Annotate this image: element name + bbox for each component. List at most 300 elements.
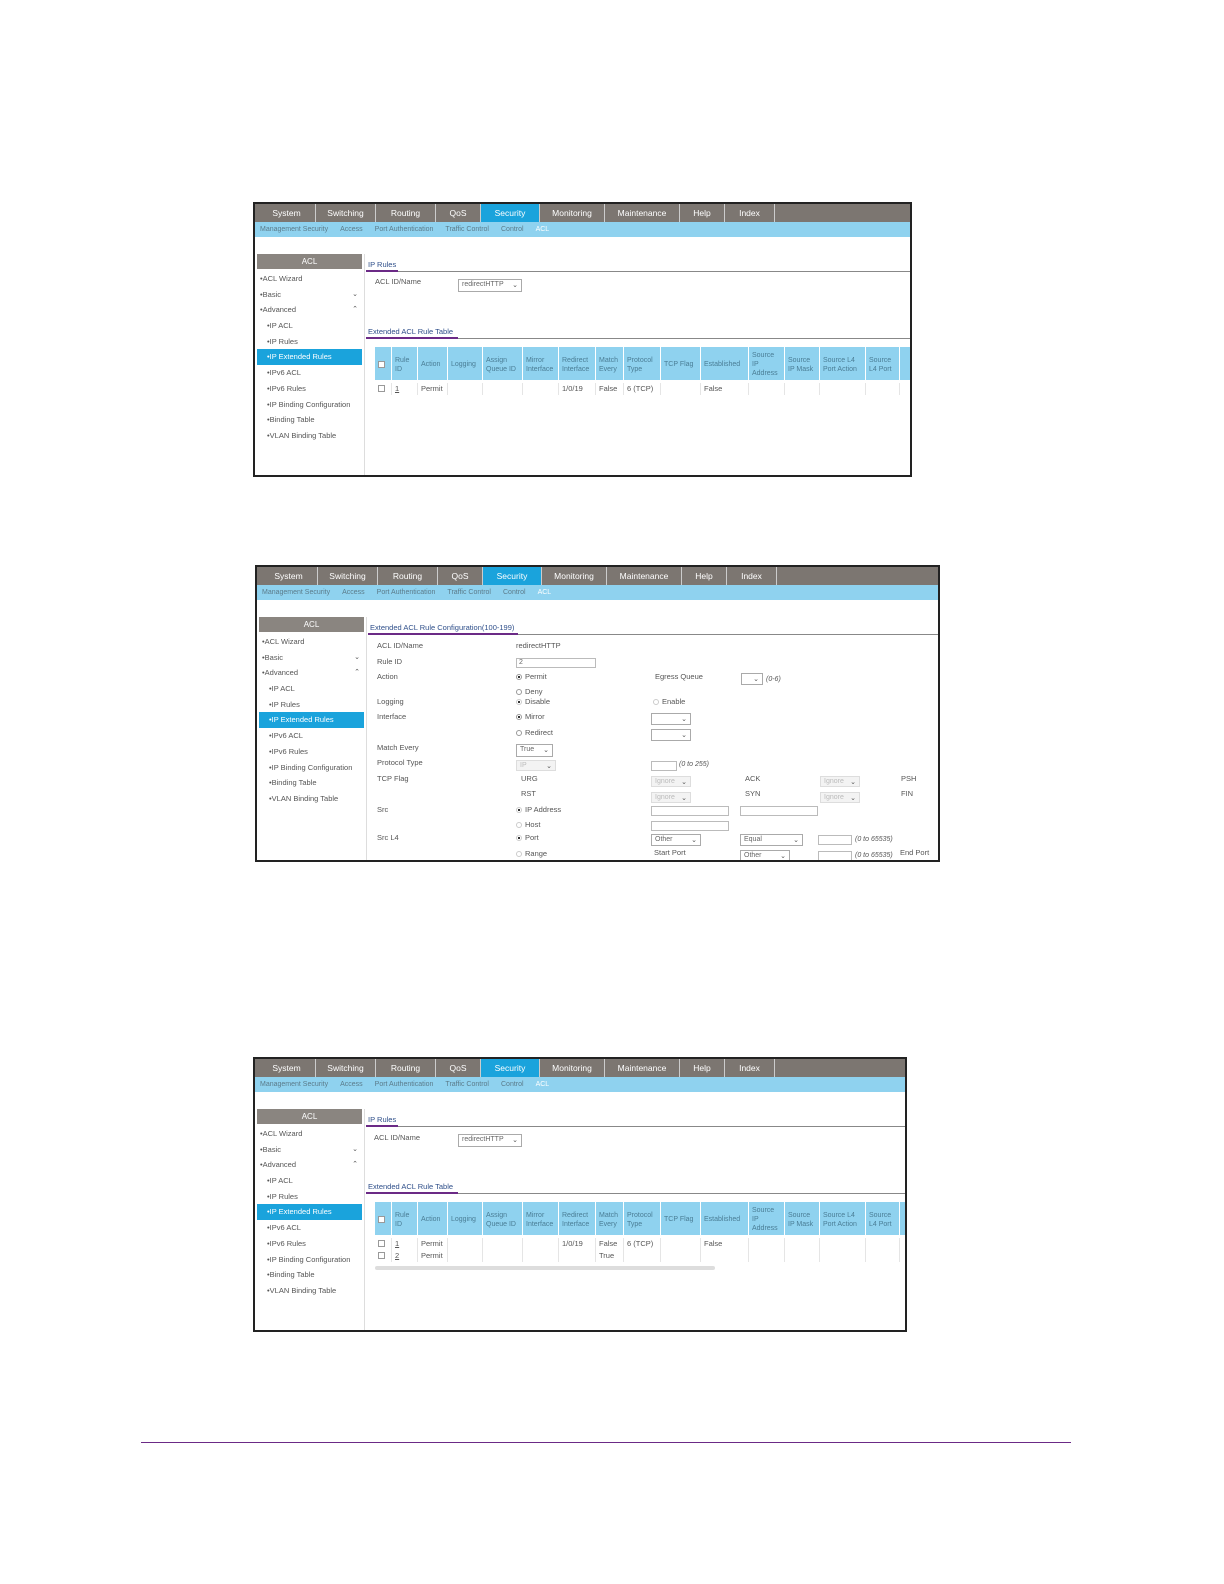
subnav-management-security[interactable]: Management Security <box>262 589 331 596</box>
chevron-down-icon: ⌄ <box>780 853 786 860</box>
egress-queue-select[interactable] <box>741 673 763 685</box>
fin-label: FIN <box>901 789 914 798</box>
acl-id-select[interactable] <box>458 1134 522 1147</box>
select-all-checkbox[interactable] <box>378 1216 385 1223</box>
logging-disable-option[interactable]: Disable <box>516 697 550 706</box>
acl-id-value: redirectHTTP <box>462 281 504 288</box>
sidebar-item-ipv6-acl[interactable]: •IPv6 ACL <box>269 731 303 741</box>
tab-help[interactable]: Help <box>680 1059 725 1077</box>
sidebar-item-ip-extended-rules[interactable]: •IP Extended Rules <box>257 349 362 365</box>
sidebar-item-acl-wizard[interactable]: •ACL Wizard <box>262 637 305 646</box>
interface-label: Interface <box>377 712 407 721</box>
sidebar-item-ipv6-rules[interactable]: •IPv6 Rules <box>269 746 308 756</box>
sidebar-item-label: IP Rules <box>271 699 300 709</box>
col-logging: Logging <box>448 1202 483 1235</box>
sidebar-item-basic[interactable]: •Basic ⌄ <box>257 287 362 303</box>
tab-maintenance[interactable]: Maintenance <box>605 204 680 222</box>
table-row[interactable] <box>375 1238 907 1250</box>
chevron-up-icon: ⌃ <box>354 669 360 677</box>
subnav-acl[interactable]: ACL <box>537 589 552 596</box>
acl-id-value: redirectHTTP <box>516 641 561 650</box>
table-header <box>375 347 910 380</box>
radio-checked-icon[interactable] <box>516 835 522 841</box>
rule-id-input[interactable]: 2 <box>516 658 596 668</box>
col-action: Action <box>418 1202 448 1235</box>
mirror-interface-select[interactable] <box>651 713 691 725</box>
protocol-type-label: Protocol Type <box>377 758 423 767</box>
syn-select[interactable]: Ignore ⌄ <box>820 792 860 803</box>
subnav-access[interactable]: Access <box>342 589 365 596</box>
tab-security[interactable]: Security <box>481 1059 540 1077</box>
src-port-action-cell <box>820 1238 866 1250</box>
rst-select[interactable]: Ignore ⌄ <box>651 792 691 803</box>
sub-nav <box>257 585 938 600</box>
col-protocol-type: Protocol Type <box>624 347 661 380</box>
section-title: Extended ACL Rule Configuration(100-199) <box>370 623 515 632</box>
sidebar-item-basic[interactable]: •Basic ⌄ <box>259 650 364 666</box>
egress-queue-hint: (0-6) <box>766 676 781 683</box>
sidebar-title: ACL <box>259 617 364 632</box>
col-match-every: Match Every <box>596 1202 624 1235</box>
chevron-down-icon: ⌄ <box>753 676 759 683</box>
col-established: Established <box>701 1202 749 1235</box>
sidebar-item-ip-extended-rules[interactable]: •IP Extended Rules <box>257 1204 362 1220</box>
tab-system[interactable]: System <box>258 204 316 222</box>
subnav-port-authentication[interactable]: Port Authentication <box>374 226 434 233</box>
protocol-type-select[interactable]: IP ⌄ <box>516 760 556 771</box>
col-source-ip-mask: Source IP Mask <box>785 1202 820 1235</box>
chevron-down-icon: ⌄ <box>681 779 687 786</box>
src-mask-cell <box>785 1250 820 1262</box>
chevron-down-icon: ⌄ <box>691 837 697 844</box>
sidebar-item-label: IPv6 Rules <box>271 746 308 756</box>
sidebar-item-vlan-binding-table[interactable]: •VLAN Binding Table <box>267 430 337 440</box>
section-underline <box>368 633 518 635</box>
src-l4-port-select[interactable]: Other ⌄ <box>651 834 701 846</box>
chevron-up-icon: ⌃ <box>352 1161 358 1169</box>
tab-maintenance[interactable]: Maintenance <box>607 567 682 585</box>
sidebar-item-label: IP ACL <box>269 1176 293 1186</box>
col-match-every: Match Every <box>596 347 624 380</box>
sidebar-item-vlan-binding-table[interactable]: •VLAN Binding Table <box>267 1285 337 1295</box>
chevron-down-icon: ⌄ <box>543 747 549 754</box>
sidebar <box>259 617 364 807</box>
src-l4-port-option[interactable]: Port <box>516 833 539 842</box>
col-action: Action <box>418 347 448 380</box>
col-redirect-interface: Redirect Interface <box>559 1202 596 1235</box>
logging-cell <box>448 1250 483 1262</box>
established-cell: False <box>701 383 749 395</box>
section-title: IP Rules <box>368 260 397 269</box>
col-rule-id: Rule ID <box>392 347 418 380</box>
sidebar-item-ip-rules[interactable]: •IP Rules <box>269 699 300 709</box>
sidebar-item-label: Advanced <box>264 668 298 678</box>
radio-checked-icon[interactable] <box>516 714 522 720</box>
sidebar-item-advanced[interactable]: •Advanced ⌃ <box>257 302 362 318</box>
sidebar-item-label: IPv6 ACL <box>269 368 301 378</box>
col-assign-queue-id: Assign Queue ID <box>483 1202 523 1235</box>
sidebar-item-ipv6-acl[interactable]: •IPv6 ACL <box>267 1223 301 1233</box>
sidebar-item-label: Basic <box>264 652 283 662</box>
sub-nav <box>255 1077 905 1092</box>
table-row[interactable] <box>375 1250 907 1262</box>
sidebar-item-label: IP Binding Configuration <box>269 1254 351 1264</box>
subnav-port-authentication[interactable]: Port Authentication <box>374 1081 434 1088</box>
subnav-traffic-control[interactable]: Traffic Control <box>445 226 489 233</box>
divider <box>366 617 367 860</box>
section-underline <box>366 270 398 272</box>
match-every-cell: True <box>596 1250 624 1262</box>
redirect-cell: 1/0/19 <box>559 1238 596 1250</box>
acl-id-label: ACL ID/Name <box>375 277 421 286</box>
logging-cell <box>448 383 483 395</box>
footer-rule <box>141 1442 1071 1443</box>
src-port-cell <box>866 1238 900 1250</box>
tab-security[interactable]: Security <box>481 204 540 222</box>
rule-id-label: Rule ID <box>377 657 403 666</box>
chevron-down-icon: ⌄ <box>512 282 518 289</box>
acl-id-select[interactable] <box>458 279 522 292</box>
sidebar-item-label: Binding Table <box>269 415 315 425</box>
sidebar-item-label: Basic <box>262 289 281 299</box>
subnav-acl[interactable]: ACL <box>535 226 550 233</box>
sidebar-item-label: VLAN Binding Table <box>269 1285 337 1295</box>
subnav-access[interactable]: Access <box>340 226 363 233</box>
row-select-cell <box>375 1238 392 1250</box>
interface-mirror-option[interactable]: Mirror <box>516 712 545 721</box>
tab-index[interactable]: Index <box>725 204 775 222</box>
src-mask-cell <box>785 1238 820 1250</box>
src-l4-operator-select[interactable]: Equal ⌄ <box>740 834 803 846</box>
chevron-down-icon: ⌄ <box>850 779 856 786</box>
sidebar-item-ip-binding-configuration[interactable]: •IP Binding Configuration <box>267 1254 351 1264</box>
chevron-down-icon: ⌄ <box>546 763 552 770</box>
redirect-cell <box>559 1250 596 1262</box>
sidebar-item-binding-table[interactable]: •Binding Table <box>267 1270 315 1280</box>
section-underline <box>366 337 458 339</box>
action-deny-option[interactable]: Deny <box>516 687 543 696</box>
logging-cell <box>448 1238 483 1250</box>
start-port-select[interactable]: Other ⌄ <box>740 850 790 862</box>
col-mirror-interface: Mirror Interface <box>523 1202 559 1235</box>
sidebar-item-label: Binding Table <box>269 1270 315 1280</box>
acl-id-label: ACL ID/Name <box>377 641 423 650</box>
src-port-cell <box>866 383 900 395</box>
sidebar-item-label: IPv6 ACL <box>269 1223 301 1233</box>
radio-icon[interactable] <box>516 822 522 828</box>
sidebar-item-label: IP Binding Configuration <box>269 399 351 409</box>
redirect-cell: 1/0/19 <box>559 383 596 395</box>
subnav-management-security[interactable]: Management Security <box>260 1081 329 1088</box>
tab-maintenance[interactable]: Maintenance <box>605 1059 680 1077</box>
radio-checked-icon[interactable] <box>516 674 522 680</box>
tab-help[interactable]: Help <box>680 204 725 222</box>
mirror-cell <box>523 383 559 395</box>
sidebar-item-ip-acl[interactable]: •IP ACL <box>267 321 293 331</box>
col-protocol-type: Protocol Type <box>624 1202 661 1235</box>
urg-select[interactable]: Ignore ⌄ <box>651 776 691 787</box>
tab-qos[interactable]: QoS <box>436 204 481 222</box>
subnav-traffic-control[interactable]: Traffic Control <box>447 589 491 596</box>
tab-system[interactable]: System <box>258 1059 316 1077</box>
redirect-interface-select[interactable] <box>651 729 691 741</box>
select-all-checkbox[interactable] <box>378 361 385 368</box>
subnav-traffic-control[interactable]: Traffic Control <box>445 1081 489 1088</box>
src-l4-range-option[interactable]: Range <box>516 849 547 858</box>
src-ip-cell <box>749 383 785 395</box>
tab-index[interactable]: Index <box>727 567 777 585</box>
sidebar-item-label: VLAN Binding Table <box>271 793 339 803</box>
established-cell: False <box>701 1238 749 1250</box>
sidebar-item-label: IP Extended Rules <box>271 715 334 725</box>
top-nav <box>255 204 910 222</box>
tcp-flag-cell <box>661 1250 701 1262</box>
col-source-l4-port: Source L4 Port <box>866 347 900 380</box>
chevron-down-icon: ⌄ <box>352 290 358 298</box>
sidebar-item-ipv6-acl[interactable]: •IPv6 ACL <box>267 368 301 378</box>
sidebar-item-label: IPv6 Rules <box>269 383 306 393</box>
tab-routing[interactable]: Routing <box>376 1059 436 1077</box>
src-port-action-cell <box>820 383 866 395</box>
row-checkbox[interactable] <box>378 1240 385 1247</box>
chevron-down-icon: ⌄ <box>681 732 687 739</box>
action-cell: Permit <box>418 1238 448 1250</box>
src-mask-input[interactable] <box>740 806 818 816</box>
acl-id-label: ACL ID/Name <box>374 1133 420 1142</box>
mirror-cell <box>523 1238 559 1250</box>
table-title: Extended ACL Rule Table <box>368 1182 454 1191</box>
tcp-flag-label: TCP Flag <box>377 774 409 783</box>
tab-system[interactable]: System <box>260 567 318 585</box>
col-source-ip-address: Source IP Address <box>749 1202 785 1235</box>
col-assign-queue-id: Assign Queue ID <box>483 347 523 380</box>
sidebar-item-ipv6-rules[interactable]: •IPv6 Rules <box>267 1238 306 1248</box>
logging-enable-option[interactable]: Enable <box>653 697 685 706</box>
sidebar-item-label: Basic <box>262 1144 281 1154</box>
psh-label: PSH <box>901 774 917 783</box>
col-logging: Logging <box>448 347 483 380</box>
queue-cell <box>483 1250 523 1262</box>
ack-select[interactable]: Ignore ⌄ <box>820 776 860 787</box>
sidebar-item-label: IP Binding Configuration <box>271 762 353 772</box>
subnav-port-authentication[interactable]: Port Authentication <box>376 589 436 596</box>
src-l4-port-input[interactable] <box>818 835 852 845</box>
src-ip-address-option[interactable]: IP Address <box>516 805 561 814</box>
radio-icon[interactable] <box>516 689 522 695</box>
sidebar-item-label: IP Rules <box>269 336 298 346</box>
protocol-cell: 6 (TCP) <box>624 383 661 395</box>
tcp-flag-cell <box>661 383 701 395</box>
subnav-acl[interactable]: ACL <box>535 1081 550 1088</box>
sidebar-item-ip-rules[interactable]: •IP Rules <box>267 336 298 346</box>
src-ip-cell <box>749 1238 785 1250</box>
start-port-hint: (0 to 65535) <box>855 852 893 859</box>
sidebar-item-label: VLAN Binding Table <box>269 430 337 440</box>
sidebar-item-label: Advanced <box>262 1160 296 1170</box>
tab-security[interactable]: Security <box>483 567 542 585</box>
sidebar-item-binding-table[interactable]: •Binding Table <box>269 778 317 788</box>
sidebar-item-ip-binding-configuration[interactable]: •IP Binding Configuration <box>269 762 353 772</box>
protocol-cell <box>624 1250 661 1262</box>
tab-qos[interactable]: QoS <box>436 1059 481 1077</box>
sidebar-title: ACL <box>257 1109 362 1124</box>
sidebar-item-label: IP Extended Rules <box>269 352 332 362</box>
row-select-cell <box>375 1250 392 1262</box>
top-nav <box>257 567 938 585</box>
ack-label: ACK <box>745 774 761 783</box>
sub-nav <box>255 222 910 237</box>
select-all-cell <box>375 347 392 380</box>
sidebar-item-vlan-binding-table[interactable]: •VLAN Binding Table <box>269 793 339 803</box>
protocol-number-input[interactable] <box>651 761 677 771</box>
screenshot-extended-rule-config <box>255 565 940 862</box>
tab-switching[interactable]: Switching <box>316 204 376 222</box>
src-l4-label: Src L4 <box>377 833 399 842</box>
start-port-label: Start Port <box>654 848 686 857</box>
select-all-cell <box>375 1202 392 1235</box>
chevron-down-icon: ⌄ <box>793 837 799 844</box>
col-tcp-flag: TCP Flag <box>661 347 701 380</box>
sidebar-item-label: Binding Table <box>271 778 317 788</box>
logging-label: Logging <box>377 697 404 706</box>
subnav-control[interactable]: Control <box>501 1081 524 1088</box>
col-source-ip-address: Source IP Address <box>749 347 785 380</box>
sidebar-item-basic[interactable]: •Basic ⌄ <box>257 1142 362 1158</box>
table-header <box>375 1202 907 1235</box>
sidebar-item-binding-table[interactable]: •Binding Table <box>267 415 315 425</box>
tab-routing[interactable]: Routing <box>378 567 438 585</box>
sidebar-item-label: ACL Wizard <box>262 1129 303 1138</box>
action-permit-option[interactable]: Permit <box>516 672 547 681</box>
chevron-up-icon: ⌃ <box>352 306 358 314</box>
top-nav <box>255 1059 905 1077</box>
sidebar-item-advanced[interactable]: •Advanced ⌃ <box>259 665 364 681</box>
table-row[interactable] <box>375 383 910 395</box>
match-every-label: Match Every <box>377 743 419 752</box>
radio-icon[interactable] <box>516 730 522 736</box>
rule-id-link[interactable]: 2 <box>392 1250 418 1262</box>
interface-redirect-option[interactable]: Redirect <box>516 728 553 737</box>
sidebar-item-ip-binding-configuration[interactable]: •IP Binding Configuration <box>267 399 351 409</box>
sidebar-item-ip-extended-rules[interactable]: •IP Extended Rules <box>259 712 364 728</box>
sidebar-item-label: IP Rules <box>269 1191 298 1201</box>
row-checkbox[interactable] <box>378 385 385 392</box>
sidebar <box>257 254 362 444</box>
protocol-cell: 6 (TCP) <box>624 1238 661 1250</box>
radio-icon[interactable] <box>516 851 522 857</box>
protocol-hint: (0 to 255) <box>679 761 709 768</box>
tab-monitoring[interactable]: Monitoring <box>540 1059 605 1077</box>
tab-help[interactable]: Help <box>682 567 727 585</box>
chevron-down-icon: ⌄ <box>681 716 687 723</box>
sidebar-item-acl-wizard[interactable]: •ACL Wizard <box>260 274 303 283</box>
rst-label: RST <box>521 789 536 798</box>
sidebar-item-advanced[interactable]: •Advanced ⌃ <box>257 1157 362 1173</box>
divider <box>364 254 365 475</box>
radio-checked-icon[interactable] <box>516 807 522 813</box>
section-underline <box>366 1125 398 1127</box>
action-label: Action <box>377 672 398 681</box>
src-mask-cell <box>785 383 820 395</box>
screenshot-ip-rules-before <box>253 202 912 477</box>
chevron-down-icon: ⌄ <box>681 795 687 802</box>
table-title: Extended ACL Rule Table <box>368 327 454 336</box>
queue-cell <box>483 1238 523 1250</box>
subnav-control[interactable]: Control <box>501 226 524 233</box>
sidebar-item-ipv6-rules[interactable]: •IPv6 Rules <box>267 383 306 393</box>
sidebar-item-label: IP ACL <box>271 684 295 694</box>
col-source-ip-mask: Source IP Mask <box>785 347 820 380</box>
src-l4-port-hint: (0 to 65535) <box>855 836 893 843</box>
match-every-cell: False <box>596 383 624 395</box>
tab-switching[interactable]: Switching <box>318 567 378 585</box>
rule-id-link[interactable]: 1 <box>392 383 418 395</box>
sidebar-item-label: IP Extended Rules <box>269 1207 332 1217</box>
subnav-control[interactable]: Control <box>503 589 526 596</box>
sidebar-item-label: IPv6 ACL <box>271 731 303 741</box>
syn-label: SYN <box>745 789 761 798</box>
col-rule-id: Rule ID <box>392 1202 418 1235</box>
chevron-down-icon: ⌄ <box>512 1137 518 1144</box>
sidebar-item-ip-acl[interactable]: •IP ACL <box>267 1176 293 1186</box>
sidebar-item-ip-acl[interactable]: •IP ACL <box>269 684 295 694</box>
col-tcp-flag: TCP Flag <box>661 1202 701 1235</box>
sidebar-item-label: Advanced <box>262 305 296 315</box>
tab-monitoring[interactable]: Monitoring <box>542 567 607 585</box>
src-port-action-cell <box>820 1250 866 1262</box>
src-host-option[interactable]: Host <box>516 820 540 829</box>
egress-queue-label: Egress Queue <box>655 672 703 681</box>
screenshot-ip-rules-after <box>253 1057 907 1332</box>
tab-index[interactable]: Index <box>725 1059 775 1077</box>
row-select-cell <box>375 383 392 395</box>
start-port-input[interactable] <box>818 851 852 861</box>
chevron-down-icon: ⌄ <box>352 1145 358 1153</box>
src-host-input[interactable] <box>651 821 729 831</box>
tab-routing[interactable]: Routing <box>376 204 436 222</box>
tab-qos[interactable]: QoS <box>438 567 483 585</box>
radio-checked-icon[interactable] <box>516 699 522 705</box>
match-every-select[interactable]: True ⌄ <box>516 744 553 757</box>
radio-icon[interactable] <box>653 699 659 705</box>
sidebar-item-ip-rules[interactable]: •IP Rules <box>267 1191 298 1201</box>
sidebar-item-label: ACL Wizard <box>262 274 303 283</box>
tcp-flag-cell <box>661 1238 701 1250</box>
row-checkbox[interactable] <box>378 1252 385 1259</box>
rule-id-link[interactable]: 1 <box>392 1238 418 1250</box>
src-ip-input[interactable] <box>651 806 729 816</box>
sidebar-item-label: IP ACL <box>269 321 293 331</box>
col-source-l4-port: Source L4 Port <box>866 1202 900 1235</box>
end-port-label: End Port <box>900 848 930 857</box>
chevron-down-icon: ⌄ <box>850 795 856 802</box>
subnav-management-security[interactable]: Management Security <box>260 226 329 233</box>
urg-label: URG <box>521 774 538 783</box>
src-label: Src <box>377 805 389 814</box>
divider <box>364 1109 365 1330</box>
sidebar-item-acl-wizard[interactable]: •ACL Wizard <box>260 1129 303 1138</box>
src-ip-cell <box>749 1250 785 1262</box>
subnav-access[interactable]: Access <box>340 1081 363 1088</box>
section-rule <box>366 1126 905 1127</box>
sidebar-item-label: IPv6 Rules <box>269 1238 306 1248</box>
established-cell <box>701 1250 749 1262</box>
queue-cell <box>483 383 523 395</box>
col-established: Established <box>701 347 749 380</box>
tab-monitoring[interactable]: Monitoring <box>540 204 605 222</box>
tab-switching[interactable]: Switching <box>316 1059 376 1077</box>
horizontal-scrollbar[interactable] <box>375 1266 715 1270</box>
